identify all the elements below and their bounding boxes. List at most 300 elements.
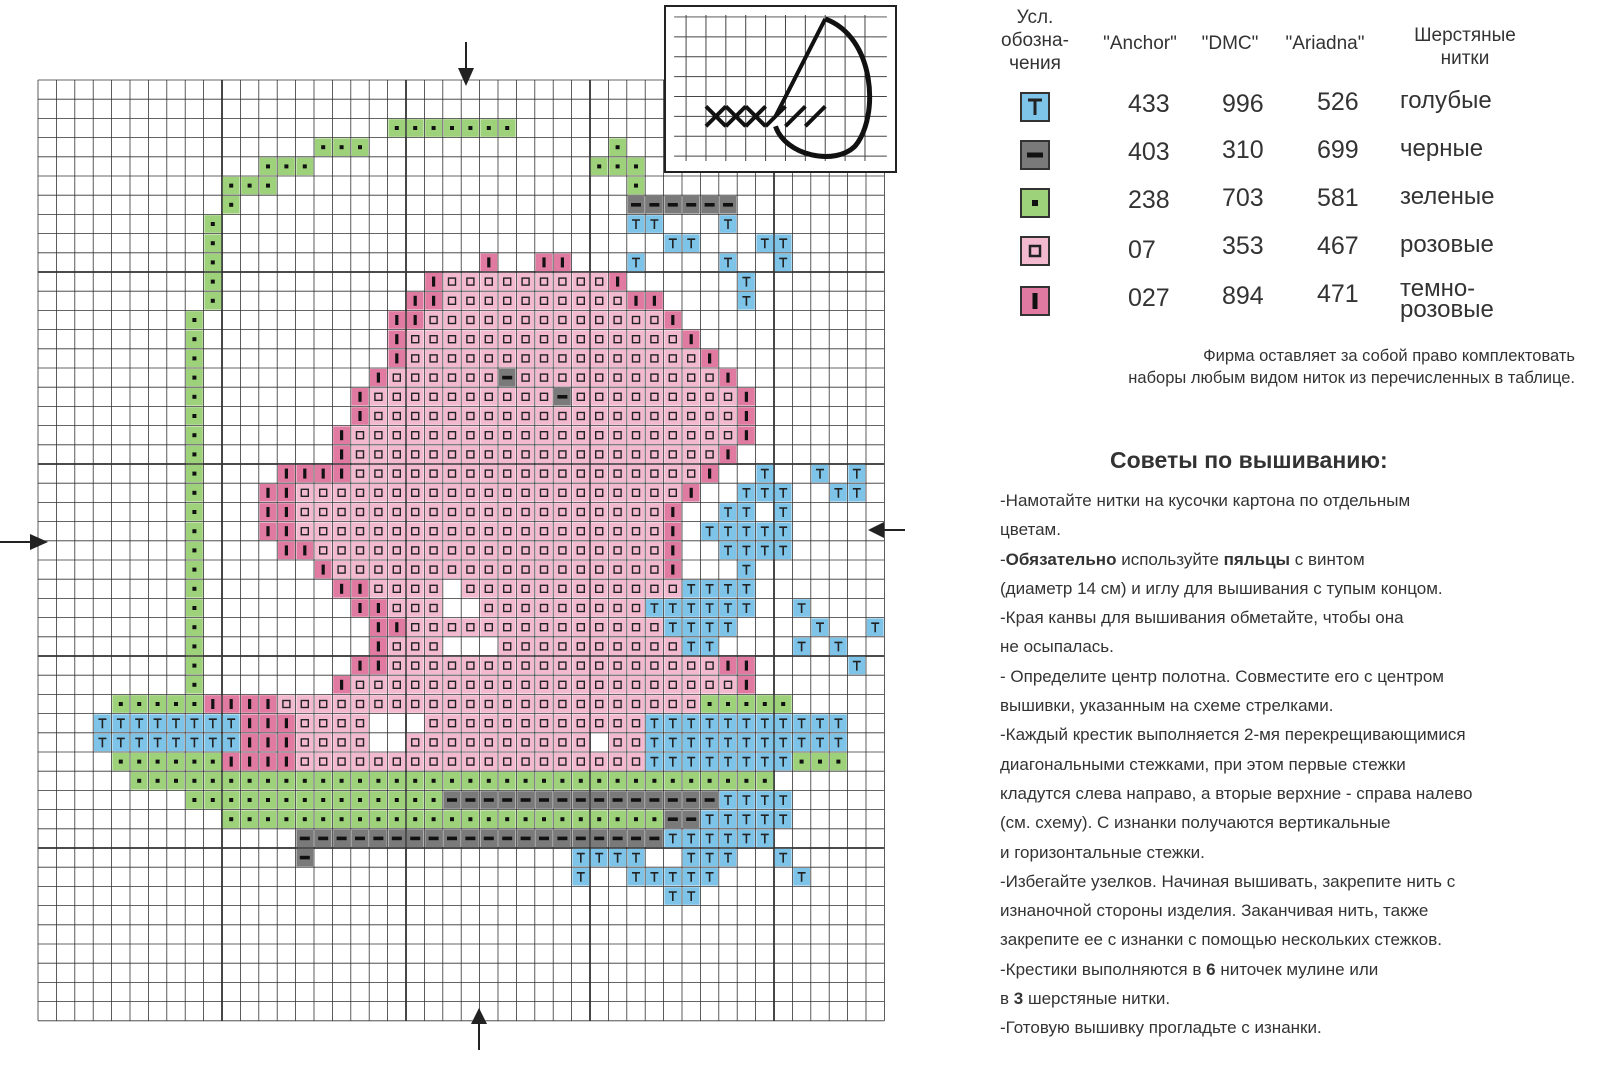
tip-line: изнаночной стороны изделия. Заканчивая нить, также	[1000, 901, 1429, 921]
stitch-cell	[775, 542, 792, 560]
stitch-cell	[315, 714, 332, 732]
stitch-cell	[499, 599, 516, 617]
stitch-cell	[499, 446, 516, 464]
stitch-cell	[536, 273, 553, 291]
stitch-cell	[572, 657, 589, 675]
stitch-cell	[572, 772, 589, 790]
stitch-cell	[701, 810, 718, 828]
stitch-cell	[517, 580, 534, 598]
legend-header-wool	[1395, 24, 1535, 70]
stitch-cell	[536, 580, 553, 598]
stitch-cell	[628, 350, 645, 368]
stitch-cell	[628, 330, 645, 348]
stitch-cell	[352, 465, 369, 483]
stitch-cell	[554, 638, 571, 656]
stitch-cell	[444, 446, 461, 464]
stitch-cell	[260, 522, 277, 540]
legend-anchor-value: 027	[1128, 284, 1170, 312]
stitch-cell	[554, 388, 571, 406]
stitch-cell	[333, 791, 350, 809]
stitch-cell	[646, 542, 663, 560]
stitch-cell	[554, 618, 571, 636]
stitch-cell	[186, 446, 203, 464]
stitch-cell	[646, 484, 663, 502]
legend-header-symbol-line: Усл.	[1016, 7, 1054, 28]
stitch-cell	[609, 350, 626, 368]
stitch-cell	[480, 714, 497, 732]
stitch-cell	[683, 791, 700, 809]
stitch-cell	[517, 292, 534, 310]
stitch-cell	[554, 503, 571, 521]
stitch-cell	[370, 580, 387, 598]
stitch-cell	[407, 503, 424, 521]
stitch-cell	[830, 638, 847, 656]
legend-ariadna-value: 467	[1317, 232, 1359, 260]
stitch-cell	[609, 791, 626, 809]
stitch-cell	[315, 791, 332, 809]
stitch-cell	[701, 657, 718, 675]
tip-line: вышивки, указанным на схеме стрелками.	[1000, 696, 1334, 716]
stitch-cell	[444, 753, 461, 771]
stitch-cell	[296, 714, 313, 732]
stitch-cell	[425, 119, 442, 137]
stitch-cell	[260, 772, 277, 790]
stitch-cell	[628, 503, 645, 521]
stitch-cell	[444, 484, 461, 502]
stitch-cell	[683, 868, 700, 886]
stitch-cell	[388, 484, 405, 502]
stitch-cell	[149, 714, 166, 732]
stitch-cell	[646, 369, 663, 387]
stitch-cell	[517, 407, 534, 425]
stitch-cell	[756, 522, 773, 540]
chart-cells	[94, 119, 884, 905]
tip-line: закрепите ее с изнанки с помощью нескольких стежков.	[1000, 930, 1442, 950]
stitch-cell	[407, 407, 424, 425]
stitch-cell	[775, 849, 792, 867]
stitch-cell	[296, 810, 313, 828]
stitch-cell	[738, 292, 755, 310]
stitch-cell	[480, 734, 497, 752]
stitch-cell	[425, 311, 442, 329]
stitch-cell	[701, 369, 718, 387]
stitch-cell	[572, 810, 589, 828]
tip-line: -Края канвы для вышивания обметайте, чтобы она	[1000, 608, 1404, 628]
stitch-cell	[591, 465, 608, 483]
stitch-cell	[499, 714, 516, 732]
stitch-cell	[425, 714, 442, 732]
stitch-cell	[186, 791, 203, 809]
stitch-cell	[425, 369, 442, 387]
stitch-cell	[315, 695, 332, 713]
stitch-cell	[462, 542, 479, 560]
stitch-cell	[315, 561, 332, 579]
stitch-cell	[628, 215, 645, 233]
stitch-cell	[388, 369, 405, 387]
stitch-cell	[388, 561, 405, 579]
stitch-cell	[407, 446, 424, 464]
stitch-cell	[333, 810, 350, 828]
stitch-cell	[720, 753, 737, 771]
stitch-cell	[480, 657, 497, 675]
stitch-cell	[536, 714, 553, 732]
stitch-cell	[812, 714, 829, 732]
stitch-cell	[646, 292, 663, 310]
stitch-cell	[646, 388, 663, 406]
stitch-cell	[186, 561, 203, 579]
stitch-cell	[278, 791, 295, 809]
stitch-cell	[738, 599, 755, 617]
stitch-cell	[425, 830, 442, 848]
stitch-cell	[720, 772, 737, 790]
stitch-cell	[204, 273, 221, 291]
stitch-cell	[407, 618, 424, 636]
stitch-cell	[609, 714, 626, 732]
stitch-cell	[867, 618, 884, 636]
legend-wool-name	[1400, 275, 1494, 323]
stitch-cell	[425, 734, 442, 752]
stitch-cell	[480, 119, 497, 137]
stitch-cell	[683, 849, 700, 867]
stitch-cell	[131, 772, 148, 790]
stitch-cell	[683, 484, 700, 502]
stitch-cell	[333, 753, 350, 771]
stitch-cell	[572, 599, 589, 617]
stitch-cell	[333, 580, 350, 598]
stitch-cell	[793, 868, 810, 886]
stitch-cell	[149, 772, 166, 790]
stitch-cell	[204, 734, 221, 752]
stitch-cell	[756, 465, 773, 483]
stitch-cell	[223, 810, 240, 828]
stitch-cell	[738, 695, 755, 713]
stitch-cell	[609, 330, 626, 348]
stitch-cell	[554, 311, 571, 329]
stitch-cell	[352, 561, 369, 579]
stitch-cell	[536, 407, 553, 425]
stitch-cell	[499, 119, 516, 137]
stitch-cell	[591, 791, 608, 809]
stitch-cell	[241, 772, 258, 790]
tip-line: -Каждый крестик выполняется 2-мя перекрещивающимися	[1000, 725, 1466, 745]
stitch-cell	[407, 599, 424, 617]
stitch-cell	[756, 772, 773, 790]
stitch-cell	[241, 714, 258, 732]
stitch-cell	[425, 330, 442, 348]
stitch-cell	[646, 791, 663, 809]
stitch-cell	[370, 791, 387, 809]
stitch-cell	[480, 426, 497, 444]
stitch-cell	[646, 503, 663, 521]
stitch-cell	[738, 753, 755, 771]
stitch-cell	[444, 542, 461, 560]
stitch-cell	[444, 734, 461, 752]
stitch-cell	[260, 177, 277, 195]
stitch-cell	[646, 695, 663, 713]
stitch-cell	[664, 196, 681, 214]
stitch-cell	[609, 830, 626, 848]
stitch-cell	[352, 772, 369, 790]
stitch-cell	[646, 446, 663, 464]
stitch-cell	[609, 772, 626, 790]
stitch-cell	[609, 484, 626, 502]
stitch-cell	[480, 599, 497, 617]
stitch-cell	[536, 350, 553, 368]
stitch-cell	[664, 426, 681, 444]
stitch-cell	[664, 522, 681, 540]
stitch-cell	[572, 580, 589, 598]
stitch-cell	[536, 753, 553, 771]
stitch-cell	[554, 830, 571, 848]
stitch-cell	[554, 426, 571, 444]
stitch-cell	[609, 465, 626, 483]
stitch-cell	[701, 695, 718, 713]
stitch-cell	[683, 465, 700, 483]
stitch-cell	[296, 158, 313, 176]
stitch-cell	[425, 273, 442, 291]
stitch-cell	[186, 542, 203, 560]
center-arrow-left	[0, 534, 48, 550]
stitch-cell	[609, 522, 626, 540]
stitch-cell	[554, 561, 571, 579]
stitch-cell	[223, 734, 240, 752]
stitch-cell	[591, 446, 608, 464]
stitch-cell	[462, 714, 479, 732]
stitch-cell	[683, 426, 700, 444]
stitch-cell	[628, 311, 645, 329]
stitch-cell	[646, 465, 663, 483]
stitch-cell	[701, 407, 718, 425]
stitch-cell	[480, 522, 497, 540]
stitch-cell	[609, 503, 626, 521]
stitch-cell	[591, 561, 608, 579]
stitch-cell	[499, 542, 516, 560]
stitch-cell	[499, 426, 516, 444]
stitch-cell	[444, 791, 461, 809]
stitch-cell	[775, 734, 792, 752]
stitch-cell	[296, 484, 313, 502]
stitch-cell	[609, 369, 626, 387]
stitch-cell	[480, 695, 497, 713]
stitch-cell	[591, 695, 608, 713]
stitch-cell	[720, 791, 737, 809]
stitch-cell	[683, 657, 700, 675]
stitch-cell	[738, 484, 755, 502]
stitch-cell	[186, 734, 203, 752]
legend-header-wool-line: нитки	[1440, 48, 1490, 69]
stitch-cell	[572, 830, 589, 848]
stitch-cell	[425, 695, 442, 713]
stitch-cell	[333, 426, 350, 444]
stitch-cell	[572, 714, 589, 732]
stitch-cell	[352, 138, 369, 156]
stitch-cell	[223, 714, 240, 732]
stitch-cell	[536, 330, 553, 348]
legend-swatch-pink	[1020, 236, 1050, 266]
stitch-cell	[572, 350, 589, 368]
stitch-cell	[554, 714, 571, 732]
stitch-cell	[131, 734, 148, 752]
stitch-cell	[701, 830, 718, 848]
legend-wool-name: голубые	[1400, 87, 1492, 114]
stitch-cell	[425, 503, 442, 521]
stitch-cell	[591, 618, 608, 636]
stitch-cell	[388, 676, 405, 694]
stitch-cell	[720, 657, 737, 675]
stitch-cell	[628, 868, 645, 886]
stitch-cell	[425, 407, 442, 425]
stitch-cell	[664, 618, 681, 636]
stitch-cell	[628, 849, 645, 867]
stitch-cell	[388, 522, 405, 540]
stitch-cell	[793, 599, 810, 617]
stitch-cell	[572, 426, 589, 444]
stitch-cell	[738, 561, 755, 579]
stitch-cell	[462, 618, 479, 636]
stitch-cell	[462, 350, 479, 368]
stitch-cell	[646, 311, 663, 329]
stitch-cell	[425, 350, 442, 368]
stitch-cell	[186, 618, 203, 636]
stitch-cell	[793, 714, 810, 732]
stitch-cell	[407, 657, 424, 675]
stitch-cell	[572, 618, 589, 636]
stitch-cell	[591, 484, 608, 502]
stitch-cell	[646, 580, 663, 598]
stitch-cell	[720, 196, 737, 214]
stitch-cell	[499, 292, 516, 310]
stitch-cell	[112, 714, 129, 732]
stitch-cell	[462, 522, 479, 540]
stitch-cell	[554, 407, 571, 425]
stitch-cell	[462, 695, 479, 713]
stitch-cell	[646, 618, 663, 636]
stitch-cell	[462, 580, 479, 598]
stitch-cell	[591, 158, 608, 176]
stitch-cell	[333, 772, 350, 790]
stitch-cell	[112, 695, 129, 713]
stitch-cell	[664, 810, 681, 828]
stitch-cell	[517, 542, 534, 560]
stitch-cell	[480, 388, 497, 406]
stitch-cell	[720, 734, 737, 752]
stitch-cell	[720, 215, 737, 233]
stitch-cell	[462, 753, 479, 771]
stitch-cell	[628, 388, 645, 406]
stitch-cell	[628, 580, 645, 598]
stitch-cell	[664, 676, 681, 694]
stitch-cell	[315, 830, 332, 848]
stitch-cell	[241, 810, 258, 828]
legend-dmc-value: 703	[1222, 184, 1264, 212]
tip-line: диагональными стежками, при этом первые стежки	[1000, 754, 1406, 774]
stitch-cell	[628, 638, 645, 656]
legend-dmc-value: 894	[1222, 282, 1264, 310]
stitch-cell	[609, 446, 626, 464]
stitch-cell	[370, 561, 387, 579]
stitch-cell	[738, 772, 755, 790]
stitch-cell	[536, 810, 553, 828]
stitch-cell	[333, 561, 350, 579]
stitch-cell	[628, 561, 645, 579]
stitch-cell	[370, 484, 387, 502]
stitch-cell	[609, 810, 626, 828]
stitch-cell	[554, 369, 571, 387]
stitch-cell	[628, 522, 645, 540]
stitch-cell	[315, 465, 332, 483]
stitch-cell	[628, 426, 645, 444]
stitch-cell	[572, 849, 589, 867]
stitch-cell	[572, 542, 589, 560]
stitch-cell	[388, 542, 405, 560]
stitch-cell	[609, 311, 626, 329]
stitch-cell	[609, 695, 626, 713]
tip-emphasis: пяльцы	[1223, 549, 1291, 569]
stitch-cell	[260, 484, 277, 502]
stitch-cell	[572, 676, 589, 694]
stitch-cell	[444, 330, 461, 348]
stitch-cell	[499, 580, 516, 598]
stitch-cell	[628, 753, 645, 771]
stitch-cell	[738, 522, 755, 540]
stitch-cell	[388, 350, 405, 368]
stitch-cell	[407, 638, 424, 656]
stitch-cell	[554, 254, 571, 272]
stitch-cell	[701, 580, 718, 598]
stitch-cell	[738, 676, 755, 694]
stitch-cell	[315, 503, 332, 521]
stitch-cell	[793, 734, 810, 752]
legend-header-symbol-line: чения	[1009, 53, 1061, 74]
stitch-cell	[370, 810, 387, 828]
stitch-cell	[388, 830, 405, 848]
legend-header-wool-line: Шерстяные	[1414, 25, 1516, 46]
stitch-cell	[296, 503, 313, 521]
legend-wool-name: розовые	[1400, 231, 1494, 258]
stitch-cell	[223, 196, 240, 214]
stitch-cell	[480, 311, 497, 329]
stitch-cell	[388, 311, 405, 329]
center-arrow-bottom	[471, 1008, 487, 1050]
stitch-cell	[609, 849, 626, 867]
stitch-cell	[609, 753, 626, 771]
stitch-cell	[352, 676, 369, 694]
stitch-cell	[591, 714, 608, 732]
stitch-cell	[517, 772, 534, 790]
stitch-cell	[646, 426, 663, 444]
legend-swatch-dark-pink	[1020, 286, 1050, 316]
stitch-cell	[149, 753, 166, 771]
stitch-cell	[204, 753, 221, 771]
stitch-cell	[499, 522, 516, 540]
stitch-cell	[720, 695, 737, 713]
stitch-cell	[480, 676, 497, 694]
stitch-cell	[204, 215, 221, 233]
stitch-cell	[517, 791, 534, 809]
stitch-cell	[572, 465, 589, 483]
stitch-cell	[204, 292, 221, 310]
stitch-cell	[683, 407, 700, 425]
stitch-cell	[425, 580, 442, 598]
stitch-cell	[572, 369, 589, 387]
stitch-cell	[462, 388, 479, 406]
stitch-cell	[830, 714, 847, 732]
stitch-cell	[407, 561, 424, 579]
stitch-cell	[407, 292, 424, 310]
stitch-cell	[646, 657, 663, 675]
stitch-cell	[646, 350, 663, 368]
stitch-cell	[591, 503, 608, 521]
